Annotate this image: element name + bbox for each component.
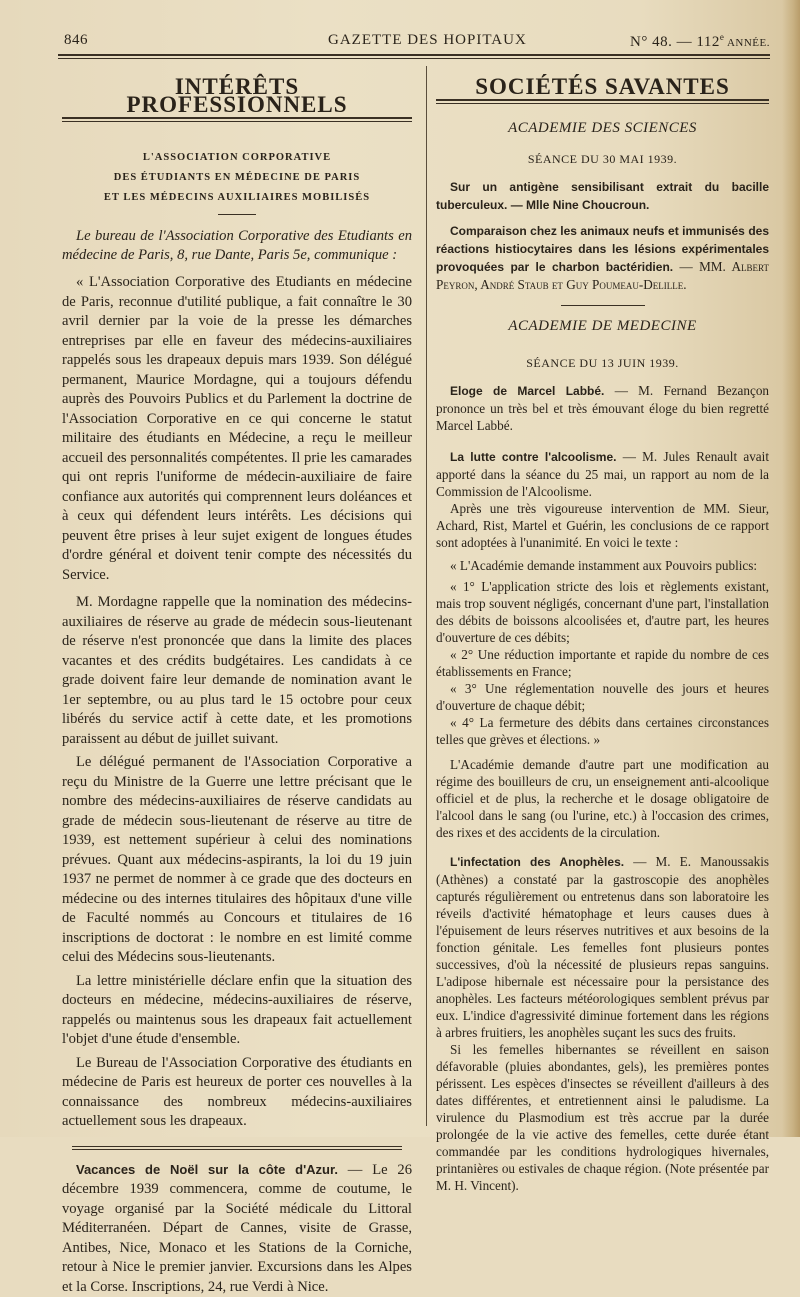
intro-paragraph: Le bureau de l'Association Corporative des Etudiants en médecine de Paris, 8, rue Dante, Paris 5e, communique : — [62, 228, 412, 264]
paragraph-4: La lettre ministérielle déclare enfin que la situation des docteurs en médecine, médecins-auxiliaires de réserve, rappelés ou maintenus sous les drapeaux fait actuellement l'objet d'une étude d'ensemble. — [62, 972, 412, 1048]
assoc-heading-3: ET LES MÉDECINS AUXILIAIRES MOBILISÉS — [103, 192, 371, 204]
column-divider — [426, 66, 427, 1126]
eloge-paragraph — [436, 382, 769, 434]
academie-sciences-title: ACADEMIE DES SCIENCES — [508, 120, 697, 136]
left-column — [62, 66, 412, 1297]
alcoolisme-paragraph-3: L'Académie demande d'autre part une modification au régime des bouilleurs de cru, un enseignement anti-alcoolique officiel et de plus, la recherche et le dosage obligatoire de l'alcool dans le sang (ou l'urine, etc.) à l'occasion des crimes, des rixes et des accidents de la circulation. — [436, 757, 769, 840]
short-rule — [218, 214, 256, 215]
communication-1 — [436, 178, 769, 214]
anopheles-paragraph-2: Si les femelles hibernantes se réveillent en saison défavorable (pluies abondantes, gels), les premières pontes périssent. Les espèces d'insectes se réveillent d'ailleurs à des dates différentes, et entretiennent ainsi le paludisme. La virulence du Plasmodium est très accrue par la durée prolongée de la vie active des femelles, cette durée étant commandée par les conditions hydrologiques hivernales, printanières ou estivales de chaque région. (Note présentée par M. H. Vincent). — [436, 1042, 769, 1193]
separator-rule — [72, 1146, 402, 1150]
eloge-title: Eloge de Marcel Labbé. — [450, 384, 605, 398]
header-rule-thin — [58, 58, 770, 59]
alcoolisme-title: La lutte contre l'alcoolisme. — [450, 450, 617, 464]
communication-1-authors: — Mlle Nine Choucroun. — [507, 198, 650, 212]
vacances-text: — Le 26 décembre 1939 commencera, comme de coutume, le voyage organisé par la Société médicale du Littoral Méditerranéen. Départ de Cannes, visite de Grasse, Antibes, Nice, Monaco et les Stations de la Corniche, retour à Nice le premier janvier. Excursions dans les Alpes et la Corse. Inscriptions, 24, rue Verdi à Nice. — [62, 1161, 412, 1295]
communication-2 — [436, 222, 769, 293]
alcoolisme-paragraph-2: Après une très vigoureuse intervention de MM. Sieur, Achard, Rist, Martel et Guérin, les conclusions de ce rapport sont adoptées à l'unanimité. En voici le texte : — [436, 501, 769, 550]
communication-2-authors: — MM. Albert Peyron, André Staub et Guy Poumeau-Delille. — [436, 259, 769, 292]
eloge-text: — M. Fernand Bezançon prononce un très bel et très émouvant éloge du bien regretté Marcel Labbé. — [436, 383, 770, 433]
section-rule-right — [436, 99, 769, 104]
anopheles-paragraph — [436, 853, 769, 1041]
vacances-title: Vacances de Noël sur la côte d'Azur. — [76, 1161, 338, 1177]
section-title-interets: INTÉRÊTS PROFESSIONNELS — [126, 74, 348, 117]
issue-suffix: ANNÉE. — [724, 37, 770, 49]
vacances-paragraph — [62, 1160, 412, 1297]
assoc-heading-2: DES ÉTUDIANTS EN MÉDECINE DE PARIS — [113, 172, 361, 184]
journal-title: GAZETTE DES HOPITAUX — [328, 32, 527, 48]
seance-13-juin: SÉANCE DU 13 JUIN 1939. — [526, 356, 679, 370]
anopheles-title: L'infectation des Anophèles. — [450, 855, 625, 869]
page-edge-shadow — [782, 0, 800, 1137]
issue-prefix: N° 48. — 112 — [630, 34, 720, 50]
page-header — [58, 28, 770, 52]
issue-ordinal: e — [719, 32, 725, 42]
quote-intro: « L'Académie demande instamment aux Pouvoirs publics: — [450, 558, 758, 573]
communication-1-title: Sur un antigène sensibilisant extrait du bacille tuberculeux. — [436, 180, 769, 212]
paragraph-5: Le Bureau de l'Association Corporative des étudiants en médecine de Paris est heureux de porter ces nouvelles à la connaissance des nombreux médecins-auxiliaires actuellement sous les drapeaux. — [62, 1054, 412, 1130]
quote-item-3: « 3° Une réglementation nouvelle des jours et heures d'ouverture de chaque débit; — [436, 681, 769, 713]
quote-item-1: « 1° L'application stricte des lois et règlements existant, mais trop souvent négligés, concernant d'une part, l'installation des débits de boissons alcoolisées et, d'autre part, les heures d'ouverture de ces débits; — [436, 579, 769, 645]
section-title-societes: SOCIÉTÉS SAVANTES — [475, 74, 730, 99]
right-column — [436, 66, 769, 1194]
paragraph-3: Le délégué permanent de l'Association Corporative a reçu du Ministre de la Guerre une lettre précisant que le nombre des médecins-auxiliaires de réserve candidats au grade de médecin sous-lieutenant de réserve au titre de 1939, est nettement supérieur à celui des nominations prévues. Quant aux médecins-aspirants, la loi du 19 juin 1937 ne permet de nommer à ce grade que des docteurs en médecine ou des internes titulaires des hôpitaux d'une ville de Faculté nommés au Concours et titulaires de 16 inscriptions de doctorat : le nombre en est limité comme celui des Médecins sous-lieutenants. — [62, 754, 412, 966]
communication-2-title: Comparaison chez les animaux neufs et immunisés des réactions histiocytaires dans les lésions expérimentales provoquées par le charbon bactéridien. — [436, 224, 769, 274]
alcoolisme-text: — M. Jules Renault avait apporté dans la séance du 25 mai, un rapport au nom de la Commission de l'Alcoolisme. — [436, 449, 769, 499]
paragraph-2: M. Mordagne rappelle que la nomination des médecins-auxiliaires de réserve au grade de médecin sous-lieutenant de réserve n'est prononcée que dans la limite des places vacantes et des crédits budgétaires. Les candidats à ce grade doivent faire leur demande de nomination avant le 1er septembre, ou au plus tard le 15 octobre pour ceux libérés du service actif à cette date, et les promotions paraissent au début de juillet suivant. — [62, 594, 412, 747]
issue-number — [630, 32, 770, 51]
quote-item-2: « 2° Une réduction importante et rapide du nombre de ces établissements en France; — [436, 647, 769, 679]
assoc-heading-1: L'ASSOCIATION CORPORATIVE — [142, 152, 332, 164]
header-rule — [58, 54, 770, 56]
paragraph-1: « L'Association Corporative des Etudiants en médecine de Paris, reconnue d'utilité publique, a fait connaître le 30 avril dernier par la voie de la presse les démarches entreprises par elle en faveur des médecins-auxiliaires rappelés sous les drapeaux depuis mars 1939. Son délégué permanent, Maurice Mordagne, qui a toujours défendu auprès des Pouvoirs Publics et du Parlement la doctrine de l'Association Corporative en ce qui concerne le statut militaire des étudiants en Médecine, a reçu le meilleur accueil des personnalités compétentes. Il prie les camarades qui ont repris l'uniforme de médecin-auxiliaire de faire confiance aux autorités qui comprennent leurs doléances et à ceux qui défendent leurs intérêts. Les décisions qui peuvent être prises à leur sujet exigent de longues études d'ordre général et doivent tenir compte des nécessités du Service. — [62, 274, 412, 583]
anopheles-text: — M. E. Manoussakis (Athènes) a constaté par la gastroscopie des anophèles capturés régulièrement ou entretenus dans son laboratoire les réveils d'activité hématophage et leurs causes dues à l'épuisement de leurs réserves nutritives et aux besoins de la fonction génitale. Les femelles font plusieurs pontes successives, d'où la nécessité de plusieurs repas sanguins. L'adipose hibernale est nécessaire pour la persistance des anophèles. Les facteurs météorologiques semblent prévus par eux. L'indice d'agressivité diminue fortement dans les régions à arbres fruitiers, les anophèles suçant les sucs des fruits. — [436, 854, 769, 1040]
seance-30-mai: SÉANCE DU 30 MAI 1939. — [527, 152, 678, 166]
alcoolisme-paragraph — [436, 448, 769, 500]
mid-rule — [561, 305, 645, 306]
quote-item-4: « 4° La fermeture des débits dans certaines circonstances telles que grèves et élections. » — [436, 715, 769, 747]
page-number: 846 — [64, 32, 88, 48]
academie-medecine-title: ACADEMIE DE MEDECINE — [508, 318, 697, 334]
